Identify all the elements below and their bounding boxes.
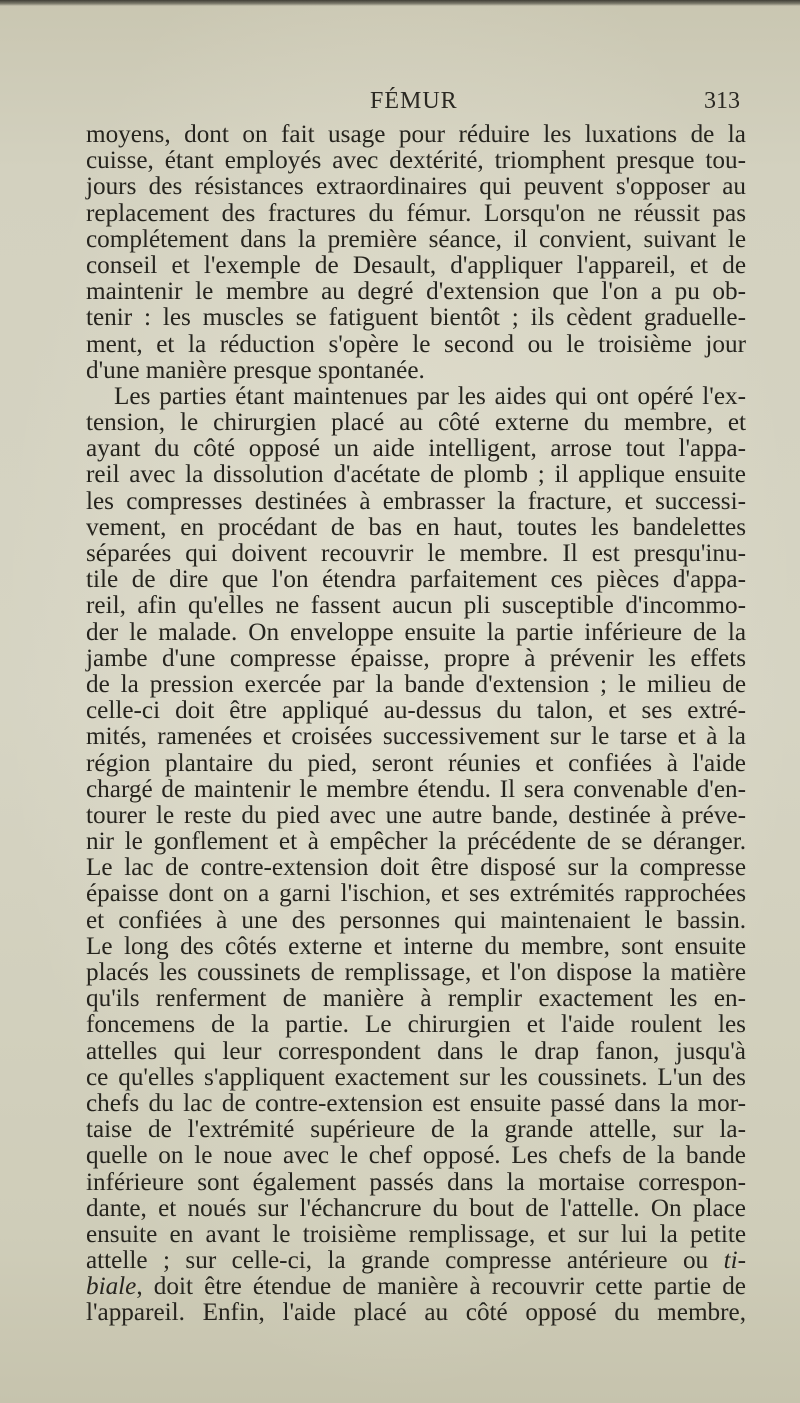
text-line: attelles qui leur correspondent dans le drap fanon, jusqu'à (86, 1037, 746, 1065)
text-line: les compresses destinées à embrasser la fracture, et successi- (86, 487, 746, 515)
text-line: reil avec la dissolution d'acétate de plomb ; il applique ensuite (86, 461, 746, 489)
text-line: inférieure sont également passés dans la mortaise correspon- (86, 1168, 746, 1196)
text-line: moyens, dont on fait usage pour réduire les luxations de la (86, 121, 746, 148)
text-line: cuisse, étant employés avec dextérité, triomphent presque tou- (86, 147, 746, 175)
text-line: dante, et noués sur l'échancrure du bout de l'attelle. On place (86, 1194, 746, 1222)
text-line: ce qu'elles s'appliquent exactement sur les coussinets. L'un des (86, 1063, 746, 1091)
text-line: placés les coussinets de remplissage, et l'on dispose la matière (86, 959, 746, 986)
text-line: jambe d'une compresse épaisse, propre à prévenir les effets (86, 644, 746, 672)
text-line: séparées qui doivent recouvrir le membre. Il est presqu'inu- (86, 540, 746, 567)
text-segment: attelle ; sur celle-ci, la grande compresse antérieure ou (86, 1247, 724, 1275)
text-line: région plantaire du pied, seront réunies et confiées à l'aide (86, 749, 746, 777)
italic-word: biale (86, 1273, 137, 1301)
page-number: 313 (704, 88, 740, 114)
text-line: der le malade. On enveloppe ensuite la partie inférieure de la (86, 618, 746, 646)
text-line: chargé de maintenir le membre étendu. Il sera convenable d'en- (86, 775, 746, 803)
text-segment: doit être étendue de manière à recouvrir cette partie de (153, 1273, 746, 1301)
text-line: Le long des côtés externe et interne du membre, sont ensuite (86, 932, 746, 960)
text-line: qu'ils renferment de manière à remplir exactement les en- (86, 985, 746, 1013)
text-line: celle-ci doit être appliqué au-dessus du talon, et ses extré- (86, 697, 746, 725)
text-segment: , (136, 1273, 154, 1301)
text-line: tenir : les muscles se fatiguent bientôt ; ils cèdent graduelle- (86, 304, 746, 332)
text-line: taise de l'extrémité supérieure de la grande attelle, sur la- (86, 1116, 746, 1144)
text-line: foncemens de la partie. Le chirurgien et l'aide roulent les (86, 1011, 746, 1039)
running-head (80, 88, 740, 122)
italic-word: ti- (723, 1247, 746, 1275)
text-line: d'une manière presque spontanée. (86, 356, 425, 384)
text-line: tension, le chirurgien placé au côté externe du membre, et (86, 409, 746, 437)
text-line: quelle on le noue avec le chef opposé. Les chefs de la bande (86, 1142, 746, 1170)
page-top-edge (0, 0, 800, 6)
text-line: et confiées à une des personnes qui maintenaient le bassin. (86, 906, 746, 934)
text-line: chefs du lac de contre-extension est ensuite passé dans la mor- (86, 1089, 746, 1117)
text-line: jours des résistances extraordinaires qui peuvent s'opposer au (86, 173, 746, 201)
running-title: FÉMUR (370, 88, 458, 114)
text-line: ment, et la réduction s'opère le second ou le troisième jour (86, 330, 746, 358)
text-line: Les parties étant maintenues par les aides qui ont opéré l'ex- (114, 382, 746, 410)
text-line: Le lac de contre-extension doit être disposé sur la compresse (86, 854, 746, 882)
text-line: épaisse dont on a garni l'ischion, et ses extrémités rapprochées (86, 880, 746, 908)
text-line (86, 1248, 746, 1274)
text-line (86, 1274, 746, 1300)
text-line: tile de dire que l'on étendra parfaitement ces pièces d'appa- (86, 566, 746, 594)
text-line: replacement des fractures du fémur. Lorsqu'on ne réussit pas (86, 199, 746, 227)
text-line: conseil et l'exemple de Desault, d'appliquer l'appareil, et de (86, 251, 746, 279)
text-line: l'appareil. Enfin, l'aide placé au côté opposé du membre, (86, 1299, 746, 1327)
text-line: reil, afin qu'elles ne fassent aucun pli susceptible d'incommo- (86, 592, 746, 620)
text-line: mités, ramenées et croisées successivement sur le tarse et à la (86, 723, 746, 751)
text-line: maintenir le membre au degré d'extension que l'on a pu ob- (86, 278, 746, 306)
text-line: ayant du côté opposé un aide intelligent, arrose tout l'appa- (86, 435, 746, 463)
text-line: de la pression exercée par la bande d'extension ; le milieu de (86, 670, 746, 698)
body-text (86, 122, 746, 1327)
text-line: complétement dans la première séance, il convient, suivant le (86, 225, 746, 253)
text-line: ensuite en avant le troisième remplissage, et sur lui la petite (86, 1220, 746, 1248)
text-line: tourer le reste du pied avec une autre bande, destinée à préve- (86, 801, 746, 829)
text-line: vement, en procédant de bas en haut, toutes les bandelettes (86, 513, 746, 541)
text-line: nir le gonflement et à empêcher la précédente de se déranger. (86, 828, 746, 856)
